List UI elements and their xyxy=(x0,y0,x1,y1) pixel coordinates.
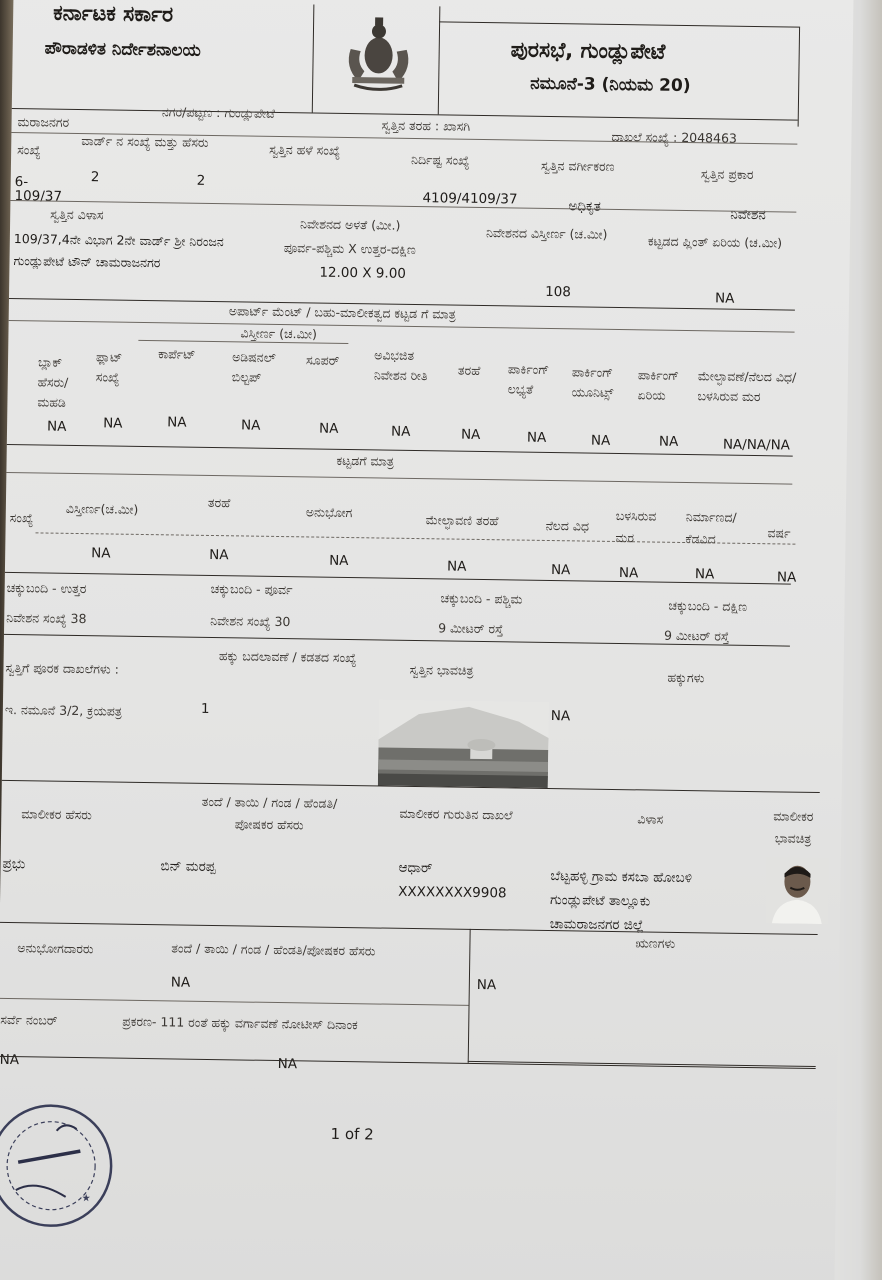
constructed-demolished-header: ನಿರ್ಮಾಣದ/ ಕೆಡವಿದ xyxy=(685,509,737,547)
additional-builtup-header: ಅಡಿಷನಲ್ ಬಿಲ್ಟಪ್ xyxy=(231,349,276,385)
old-number-header: ಸ್ವತ್ತಿನ ಹಳೆ ಸಂಖ್ಯೆ xyxy=(269,141,341,158)
super-header: ಸೂಪರ್ xyxy=(305,352,340,368)
ward-header: ವಾರ್ಡ್ ನ ಸಂಖ್ಯೆ ಮತ್ತು ಹೆಸರು xyxy=(81,133,209,150)
roof-floor-wood-header: ಮೇಲ್ಛಾವಣೆ/ನೆಲದ ವಿಧ/ಬಳಸಿರುವ ಮರ xyxy=(697,368,797,405)
wood-used-value: NA xyxy=(618,565,639,582)
year-header: ವರ್ಷ xyxy=(767,525,791,541)
apartment-section-title: ಅಪಾರ್ಟ್ ಮೆಂಟ್ / ಬಹು-ಮಾಲೀಕತ್ವದ ಕಟ್ಟಡ ಗೆ ಮಾತ್ರ xyxy=(228,303,456,322)
parking-area-header: ಪಾರ್ಕಿಂಗ್ ಏರಿಯ xyxy=(637,367,680,403)
parking-area-value: NA xyxy=(658,433,679,450)
apartment-type-header: ತರಹೆ xyxy=(457,362,481,378)
parking-availability-value: NA xyxy=(526,429,547,446)
survey-number-label: ಸರ್ವೆ ನಂಬರ್ xyxy=(0,1011,58,1028)
ward-number-value: 2 xyxy=(90,169,100,186)
classification-value: ಅಧಿಕೃತ xyxy=(568,198,601,215)
owner-address-header: ವಿಳಾಸ xyxy=(637,811,664,827)
usage-header: ಅನುಭೋಗ xyxy=(305,504,353,521)
year-value: NA xyxy=(776,569,797,586)
roof-type-header: ಮೇಲ್ಛಾವಣಿ ತರಹೆ xyxy=(425,512,499,529)
plinth-area-value: NA xyxy=(714,290,735,307)
owner-photo xyxy=(766,857,829,924)
parking-units-value: NA xyxy=(590,432,611,449)
building-section-title: ಕಟ್ಟಡಗೆ ಮಾತ್ರ xyxy=(336,452,395,469)
south-boundary-value: 9 ಮೀಟರ್ ರಸ್ತೆ xyxy=(663,627,730,644)
west-boundary-value: 9 ಮೀಟರ್ ರಸ್ತೆ xyxy=(438,620,504,637)
rights-transfer-label: ಹಕ್ಕು ಬದಲಾವಣೆ / ಕಡತದ ಸಂಖ್ಯೆ xyxy=(218,648,357,666)
municipality-name: ಪುರಸಭೆ, ಗುಂಡ್ಲುಪೇಟೆ xyxy=(510,37,666,64)
property-photo-label: ಸ್ವತ್ತಿನ ಭಾವಚಿತ್ರ xyxy=(409,661,474,678)
block-name-header: ಬ್ಲಾಕ್ ಹೆಸರು/ ಮಹಡಿ xyxy=(37,354,69,410)
north-boundary-label: ಚಕ್ಕುಬಂದಿ - ಉತ್ತರ xyxy=(6,579,87,597)
owner-relation-value: ಬಿನ್ ಮರಪ್ಪ xyxy=(160,858,216,876)
owner-photo-header: ಮಾಲೀಕರ ಭಾವಚಿತ್ರ xyxy=(773,808,814,846)
roof-type-value: NA xyxy=(446,558,467,575)
building-area-header: ವಿಸ್ತೀರ್ಣ(ಚ.ಮೀ) xyxy=(65,500,139,517)
liabilities-label: ಋಣಗಳು xyxy=(635,935,676,951)
south-boundary-label: ಚಕ್ಕುಬಂದಿ - ದಕ್ಷಿಣ xyxy=(668,597,748,614)
building-area-value: NA xyxy=(91,545,111,562)
apartment-type-value: NA xyxy=(460,426,481,443)
property-type-label: ಸ್ವತ್ತಿನ ತರಹ : ಖಾಸಗಿ xyxy=(381,117,471,134)
carpet-value: NA xyxy=(167,414,187,431)
constructed-demolished-value: NA xyxy=(694,566,715,583)
rights-value: NA xyxy=(550,708,571,725)
property-photo xyxy=(378,699,549,788)
rights-label: ಹಕ್ಕುಗಳು xyxy=(667,669,705,686)
owner-name-value: ಪ್ರಭು xyxy=(2,855,26,873)
additional-builtup-value: NA xyxy=(241,417,261,434)
undivided-share-value: NA xyxy=(390,423,411,440)
property-kind-value: ನಿವೇಶನ xyxy=(730,206,766,224)
transfer-notice-label: ಪ್ರಕರಣ- 111 ರಂತೆ ಹಕ್ಕು ವರ್ಗಾವಣೆ ನೋಟೀಸ್ ದಿನಾಂಕ xyxy=(122,1013,358,1033)
government-name: ಕರ್ನಾಟಕ ಸರ್ಕಾರ xyxy=(53,0,174,27)
carpet-header: ಕಾರ್ಪೆಟ್ xyxy=(158,346,196,362)
north-boundary-value: ನಿವೇಶನ ಸಂಖ್ಯೆ 38 xyxy=(6,609,87,627)
town-label: ನಗರ/ಪಟ್ಟಣ : ಗುಂಡ್ಲುಪೇಟೆ xyxy=(161,104,276,121)
block-name-value: NA xyxy=(46,418,67,435)
specific-number-header: ನಿರ್ದಿಷ್ಟ ಸಂಖ್ಯೆ xyxy=(410,151,470,168)
parking-units-header: ಪಾರ್ಕಿಂಗ್ ಯೂನಿಟ್ಸ್ xyxy=(571,364,614,400)
number-value: 6- 109/37 xyxy=(14,174,63,205)
transfer-notice-value: NA xyxy=(277,1056,298,1073)
flat-number-header: ಫ್ಲಾಟ್ ಸಂಖ್ಯೆ xyxy=(95,349,123,385)
dimensions-value: 12.00 X 9.00 xyxy=(319,264,407,282)
survey-number-value: NA xyxy=(0,1051,20,1069)
east-boundary-value: ನಿವೇಶನ ಸಂಖ್ಯೆ 30 xyxy=(210,612,291,630)
classification-header: ಸ್ವತ್ತಿನ ವರ್ಗೀಕರಣ xyxy=(540,157,615,174)
page-number: 1 of 2 xyxy=(330,1124,374,1144)
building-type-header: ತರಹೆ xyxy=(207,494,231,511)
super-value: NA xyxy=(318,420,339,437)
occupant-relation-value: NA xyxy=(170,974,191,991)
number-header: ಸಂಖ್ಯೆ xyxy=(17,142,41,158)
owner-relation-header: ತಂದೆ / ತಾಯಿ / ಗಂಡ / ಹೆಂಡತಿ/ಪೋಷಕರ ಹೆಸರು xyxy=(201,793,338,833)
usage-value: NA xyxy=(329,552,349,570)
dimensions-label: ನಿವೇಶನದ ಅಳತೆ (ಮೀ.) xyxy=(300,216,401,233)
floor-type-value: NA xyxy=(550,562,571,579)
area-value: 108 xyxy=(545,283,572,301)
supporting-docs-label: ಸ್ವತ್ತಿಗೆ ಪೂರಕ ದಾಖಲೆಗಳು : xyxy=(5,659,119,677)
area-label: ನಿವೇಶನದ ವಿಸ್ತೀರ್ಣ (ಚ.ಮೀ) xyxy=(485,225,608,242)
parking-availability-header: ಪಾರ್ಕಿಂಗ್ ಲಭ್ಯತೆ xyxy=(507,361,550,397)
owner-address-value: ಬೆಟ್ಟಹಳ್ಳಿ ಗ್ರಾಮ ಕಸಬಾ ಹೋಬಳಿ ಗುಂಡ್ಲುಪೇಟೆ ತಾಲ್ಲೂಕು ಚಾಮರಾಜನಗರ ಜಿಲ್ಲೆ xyxy=(549,868,693,934)
owner-id-header: ಮಾಲೀಕರ ಗುರುತಿನ ದಾಖಲೆ xyxy=(399,805,513,823)
svg-text:★: ★ xyxy=(81,1193,91,1205)
entry-number-label: ದಾಖಲೆ ಸಂಖ್ಯೆ : 2048463 xyxy=(611,128,738,146)
building-number-header: ಸಂಖ್ಯೆ xyxy=(9,509,34,526)
directorate-name: ಪೌರಾಡಳಿತ ನಿರ್ದೇಶನಾಲಯ xyxy=(44,38,201,61)
property-kind-header: ಸ್ವತ್ತಿನ ಪ್ರಕಾರ xyxy=(700,166,754,182)
dimensions-direction: ಪೂರ್ವ-ಪಶ್ಚಿಮ X ಉತ್ತರ-ದಕ್ಷಿಣ xyxy=(283,240,416,257)
supporting-docs-value: ಇ. ನಮೂನೆ 3/2, ಕ್ರಯಪತ್ರ xyxy=(4,701,123,719)
old-number-value: 2 xyxy=(196,172,206,189)
undivided-share-header: ಅವಿಭಜಿತ ನಿವೇಶನ ರೀತಿ xyxy=(373,347,428,384)
owner-id-type: ಆಧಾರ್ xyxy=(398,859,433,877)
occupant-label: ಅನುಭೋಗದಾರರು xyxy=(17,940,94,957)
wood-used-header: ಬಳಸಿರುವ ಮರ xyxy=(615,507,657,546)
flat-number-value: NA xyxy=(103,415,123,432)
office-seal-stamp xyxy=(0,1100,117,1232)
floor-type-header: ನೆಲದ ವಿಧ xyxy=(545,517,590,534)
specific-number-value: 4109/4109/37 xyxy=(422,190,518,208)
area-group-label: ವಿಸ್ತೀರ್ಣ (ಚ.ಮೀ) xyxy=(240,325,318,342)
district-label: ಮರಾಜನಗರ xyxy=(17,114,70,130)
rights-transfer-value: 1 xyxy=(200,700,210,717)
occupant-relation-label: ತಂದೆ / ತಾಯಿ / ಗಂಡ / ಹೆಂಡತಿ/ಪೋಷಕರ ಹೆಸರು xyxy=(171,940,376,959)
west-boundary-label: ಚಕ್ಕುಬಂದಿ - ಪಶ್ಚಿಮ xyxy=(440,590,523,607)
owner-name-header: ಮಾಲೀಕರ ಹೆಸರು xyxy=(21,806,92,823)
state-emblem-icon xyxy=(330,9,427,96)
owner-id-value: XXXXXXXX9908 xyxy=(398,883,507,902)
building-type-value: NA xyxy=(209,546,229,564)
address-value: 109/37,4ನೇ ವಿಭಾಗ 2ನೇ ವಾರ್ಡ್ ಶ್ರೀ ನಿರಂಜನ ಗುಂಡ್ಲುಪೇಟೆ ಟೌನ್ ಚಾಮರಾಜನಗರ xyxy=(13,231,224,271)
plinth-area-label: ಕಟ್ಟಡದ ಪ್ಲಿಂತ್ ಏರಿಯ (ಚ.ಮೀ) xyxy=(647,233,783,251)
roof-floor-wood-value: NA/NA/NA xyxy=(722,436,791,454)
east-boundary-label: ಚಕ್ಕುಬಂದಿ - ಪೂರ್ವ xyxy=(210,580,293,598)
liabilities-value: NA xyxy=(476,976,497,994)
address-label: ಸ್ವತ್ತಿನ ವಿಳಾಸ xyxy=(50,206,104,223)
form-number: ನಮೂನೆ-3 (ನಿಯಮ 20) xyxy=(530,73,691,97)
